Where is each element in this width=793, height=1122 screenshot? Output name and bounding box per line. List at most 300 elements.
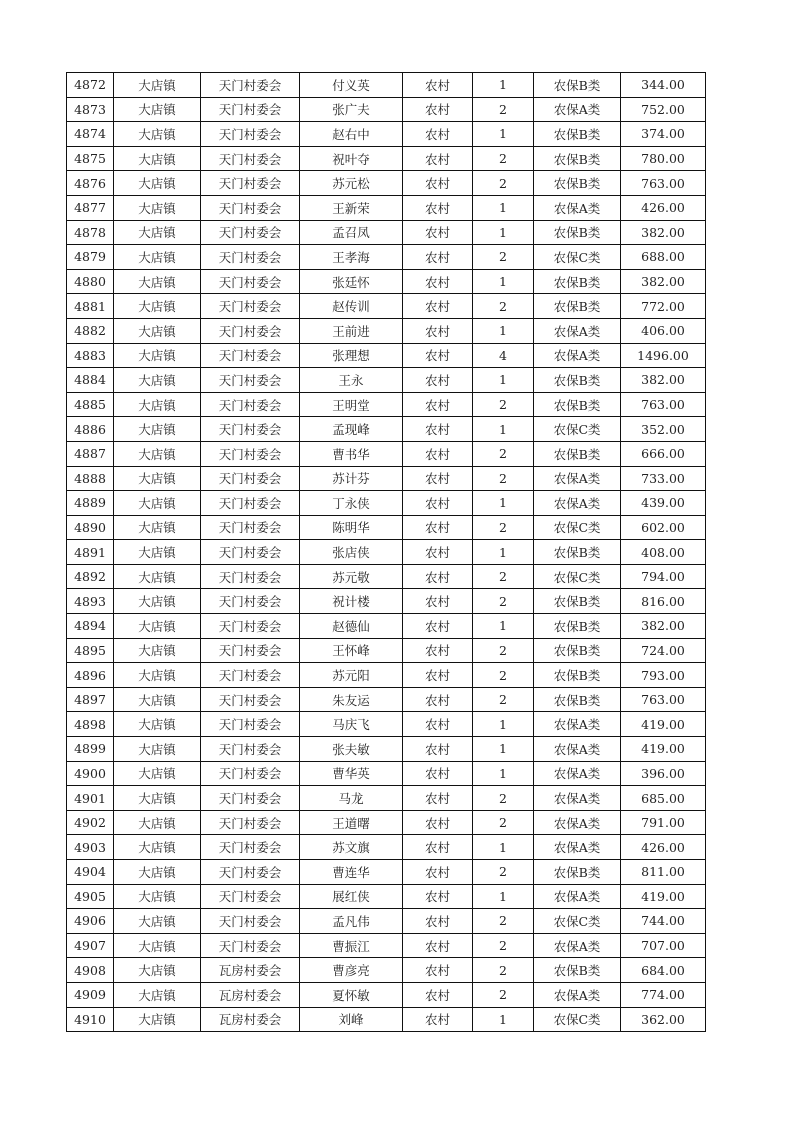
- table-row: [67, 564, 706, 589]
- cell-name: 马龙: [300, 786, 403, 811]
- cell-household-type: 农村: [403, 564, 473, 589]
- cell-household-type: 农村: [403, 810, 473, 835]
- cell-row-number: 4904: [67, 860, 114, 885]
- cell-household-type: 农村: [403, 761, 473, 786]
- table-row: [67, 245, 706, 270]
- cell-town: 大店镇: [114, 786, 201, 811]
- table-row: [67, 884, 706, 909]
- cell-amount: 419.00: [621, 737, 706, 762]
- cell-row-number: 4881: [67, 294, 114, 319]
- cell-person-count: 2: [473, 515, 534, 540]
- cell-name: 曹连华: [300, 860, 403, 885]
- cell-person-count: 2: [473, 810, 534, 835]
- cell-village-committee: 天门村委会: [201, 171, 300, 196]
- cell-town: 大店镇: [114, 73, 201, 98]
- cell-amount: 811.00: [621, 860, 706, 885]
- cell-person-count: 2: [473, 982, 534, 1007]
- cell-name: 王道曙: [300, 810, 403, 835]
- cell-village-committee: 瓦房村委会: [201, 982, 300, 1007]
- table-row: [67, 638, 706, 663]
- cell-insurance-class: 农保A类: [534, 982, 621, 1007]
- cell-village-committee: 天门村委会: [201, 786, 300, 811]
- table-row: [67, 220, 706, 245]
- table-row: [67, 687, 706, 712]
- cell-town: 大店镇: [114, 663, 201, 688]
- cell-town: 大店镇: [114, 343, 201, 368]
- cell-amount: 408.00: [621, 540, 706, 565]
- cell-name: 朱友运: [300, 687, 403, 712]
- cell-insurance-class: 农保C类: [534, 564, 621, 589]
- cell-household-type: 农村: [403, 318, 473, 343]
- cell-amount: 763.00: [621, 687, 706, 712]
- cell-village-committee: 天门村委会: [201, 663, 300, 688]
- cell-village-committee: 天门村委会: [201, 614, 300, 639]
- cell-person-count: 2: [473, 564, 534, 589]
- table-row: [67, 958, 706, 983]
- cell-name: 张夫敏: [300, 737, 403, 762]
- table-row: [67, 417, 706, 442]
- cell-name: 孟召凤: [300, 220, 403, 245]
- cell-amount: 439.00: [621, 491, 706, 516]
- table-row: [67, 982, 706, 1007]
- cell-village-committee: 天门村委会: [201, 540, 300, 565]
- table-row: [67, 810, 706, 835]
- cell-household-type: 农村: [403, 737, 473, 762]
- cell-person-count: 1: [473, 73, 534, 98]
- cell-household-type: 农村: [403, 368, 473, 393]
- cell-household-type: 农村: [403, 540, 473, 565]
- cell-amount: 688.00: [621, 245, 706, 270]
- cell-name: 曹书华: [300, 441, 403, 466]
- cell-amount: 763.00: [621, 392, 706, 417]
- cell-town: 大店镇: [114, 515, 201, 540]
- cell-insurance-class: 农保A类: [534, 786, 621, 811]
- cell-household-type: 农村: [403, 933, 473, 958]
- cell-village-committee: 天门村委会: [201, 933, 300, 958]
- cell-person-count: 2: [473, 466, 534, 491]
- cell-town: 大店镇: [114, 638, 201, 663]
- table-row: [67, 97, 706, 122]
- cell-person-count: 1: [473, 737, 534, 762]
- cell-amount: 794.00: [621, 564, 706, 589]
- cell-row-number: 4903: [67, 835, 114, 860]
- cell-row-number: 4889: [67, 491, 114, 516]
- cell-insurance-class: 农保B类: [534, 171, 621, 196]
- cell-person-count: 2: [473, 933, 534, 958]
- cell-insurance-class: 农保B类: [534, 220, 621, 245]
- cell-household-type: 农村: [403, 146, 473, 171]
- cell-name: 苏元阳: [300, 663, 403, 688]
- cell-insurance-class: 农保C类: [534, 1007, 621, 1032]
- cell-row-number: 4873: [67, 97, 114, 122]
- cell-town: 大店镇: [114, 614, 201, 639]
- cell-name: 赵右中: [300, 122, 403, 147]
- cell-town: 大店镇: [114, 835, 201, 860]
- cell-amount: 780.00: [621, 146, 706, 171]
- cell-person-count: 4: [473, 343, 534, 368]
- cell-row-number: 4883: [67, 343, 114, 368]
- table-row: [67, 1007, 706, 1032]
- cell-person-count: 1: [473, 368, 534, 393]
- table-row: [67, 195, 706, 220]
- cell-amount: 763.00: [621, 171, 706, 196]
- cell-row-number: 4910: [67, 1007, 114, 1032]
- cell-row-number: 4908: [67, 958, 114, 983]
- table-row: [67, 294, 706, 319]
- cell-person-count: 2: [473, 958, 534, 983]
- cell-insurance-class: 农保A类: [534, 835, 621, 860]
- cell-amount: 352.00: [621, 417, 706, 442]
- table-row: [67, 343, 706, 368]
- cell-insurance-class: 农保C类: [534, 515, 621, 540]
- cell-insurance-class: 农保A类: [534, 761, 621, 786]
- cell-village-committee: 天门村委会: [201, 515, 300, 540]
- cell-insurance-class: 农保A类: [534, 97, 621, 122]
- cell-town: 大店镇: [114, 810, 201, 835]
- cell-village-committee: 天门村委会: [201, 343, 300, 368]
- table-row: [67, 933, 706, 958]
- table-row: [67, 835, 706, 860]
- cell-village-committee: 天门村委会: [201, 466, 300, 491]
- table-row: [67, 786, 706, 811]
- cell-household-type: 农村: [403, 884, 473, 909]
- cell-village-committee: 天门村委会: [201, 392, 300, 417]
- cell-insurance-class: 农保A类: [534, 712, 621, 737]
- cell-village-committee: 瓦房村委会: [201, 1007, 300, 1032]
- table-row: [67, 318, 706, 343]
- cell-row-number: 4900: [67, 761, 114, 786]
- cell-person-count: 1: [473, 122, 534, 147]
- cell-town: 大店镇: [114, 933, 201, 958]
- cell-insurance-class: 农保B类: [534, 958, 621, 983]
- cell-village-committee: 天门村委会: [201, 860, 300, 885]
- cell-person-count: 2: [473, 860, 534, 885]
- cell-household-type: 农村: [403, 466, 473, 491]
- cell-name: 王孝海: [300, 245, 403, 270]
- cell-amount: 684.00: [621, 958, 706, 983]
- cell-village-committee: 天门村委会: [201, 638, 300, 663]
- cell-amount: 791.00: [621, 810, 706, 835]
- cell-town: 大店镇: [114, 146, 201, 171]
- cell-row-number: 4874: [67, 122, 114, 147]
- cell-household-type: 农村: [403, 269, 473, 294]
- cell-name: 夏怀敏: [300, 982, 403, 1007]
- cell-village-committee: 天门村委会: [201, 712, 300, 737]
- cell-row-number: 4898: [67, 712, 114, 737]
- cell-town: 大店镇: [114, 392, 201, 417]
- cell-person-count: 1: [473, 491, 534, 516]
- cell-household-type: 农村: [403, 638, 473, 663]
- cell-town: 大店镇: [114, 761, 201, 786]
- cell-name: 曹华英: [300, 761, 403, 786]
- cell-town: 大店镇: [114, 466, 201, 491]
- cell-person-count: 2: [473, 392, 534, 417]
- cell-row-number: 4907: [67, 933, 114, 958]
- cell-insurance-class: 农保B类: [534, 294, 621, 319]
- cell-household-type: 农村: [403, 786, 473, 811]
- cell-person-count: 2: [473, 687, 534, 712]
- cell-row-number: 4875: [67, 146, 114, 171]
- cell-amount: 733.00: [621, 466, 706, 491]
- cell-amount: 707.00: [621, 933, 706, 958]
- cell-name: 王怀峰: [300, 638, 403, 663]
- table-row: [67, 441, 706, 466]
- cell-row-number: 4906: [67, 909, 114, 934]
- cell-village-committee: 天门村委会: [201, 368, 300, 393]
- cell-row-number: 4894: [67, 614, 114, 639]
- cell-household-type: 农村: [403, 687, 473, 712]
- cell-insurance-class: 农保B类: [534, 122, 621, 147]
- cell-person-count: 1: [473, 540, 534, 565]
- cell-name: 展红侠: [300, 884, 403, 909]
- cell-village-committee: 天门村委会: [201, 491, 300, 516]
- table-row: [67, 392, 706, 417]
- cell-amount: 374.00: [621, 122, 706, 147]
- cell-town: 大店镇: [114, 958, 201, 983]
- cell-name: 王前进: [300, 318, 403, 343]
- cell-insurance-class: 农保B类: [534, 392, 621, 417]
- cell-village-committee: 天门村委会: [201, 687, 300, 712]
- cell-row-number: 4890: [67, 515, 114, 540]
- cell-household-type: 农村: [403, 171, 473, 196]
- cell-insurance-class: 农保C类: [534, 909, 621, 934]
- cell-name: 张理想: [300, 343, 403, 368]
- cell-row-number: 4887: [67, 441, 114, 466]
- cell-town: 大店镇: [114, 491, 201, 516]
- cell-insurance-class: 农保B类: [534, 589, 621, 614]
- cell-insurance-class: 农保A类: [534, 343, 621, 368]
- cell-insurance-class: 农保B类: [534, 687, 621, 712]
- table-row: [67, 737, 706, 762]
- cell-village-committee: 天门村委会: [201, 737, 300, 762]
- cell-town: 大店镇: [114, 122, 201, 147]
- cell-village-committee: 天门村委会: [201, 884, 300, 909]
- cell-household-type: 农村: [403, 860, 473, 885]
- cell-person-count: 2: [473, 638, 534, 663]
- cell-name: 苏元敬: [300, 564, 403, 589]
- cell-insurance-class: 农保A类: [534, 737, 621, 762]
- cell-amount: 419.00: [621, 712, 706, 737]
- cell-village-committee: 天门村委会: [201, 220, 300, 245]
- table-row: [67, 146, 706, 171]
- cell-person-count: 2: [473, 245, 534, 270]
- table-row: [67, 712, 706, 737]
- table-body: [67, 73, 706, 1032]
- cell-household-type: 农村: [403, 515, 473, 540]
- cell-household-type: 农村: [403, 245, 473, 270]
- cell-person-count: 2: [473, 909, 534, 934]
- cell-household-type: 农村: [403, 589, 473, 614]
- cell-row-number: 4891: [67, 540, 114, 565]
- cell-person-count: 1: [473, 884, 534, 909]
- cell-name: 刘峰: [300, 1007, 403, 1032]
- cell-amount: 382.00: [621, 220, 706, 245]
- table-row: [67, 171, 706, 196]
- cell-village-committee: 天门村委会: [201, 441, 300, 466]
- cell-name: 王永: [300, 368, 403, 393]
- cell-town: 大店镇: [114, 687, 201, 712]
- cell-household-type: 农村: [403, 73, 473, 98]
- cell-village-committee: 天门村委会: [201, 294, 300, 319]
- cell-amount: 344.00: [621, 73, 706, 98]
- cell-household-type: 农村: [403, 835, 473, 860]
- cell-village-committee: 天门村委会: [201, 146, 300, 171]
- cell-row-number: 4892: [67, 564, 114, 589]
- cell-insurance-class: 农保A类: [534, 810, 621, 835]
- cell-person-count: 1: [473, 269, 534, 294]
- cell-village-committee: 天门村委会: [201, 810, 300, 835]
- cell-insurance-class: 农保B类: [534, 614, 621, 639]
- table-row: [67, 368, 706, 393]
- cell-town: 大店镇: [114, 97, 201, 122]
- cell-amount: 772.00: [621, 294, 706, 319]
- table-row: [67, 269, 706, 294]
- cell-household-type: 农村: [403, 392, 473, 417]
- table-row: [67, 860, 706, 885]
- cell-name: 曹彦亮: [300, 958, 403, 983]
- cell-insurance-class: 农保B类: [534, 540, 621, 565]
- cell-insurance-class: 农保B类: [534, 146, 621, 171]
- cell-person-count: 1: [473, 614, 534, 639]
- cell-row-number: 4878: [67, 220, 114, 245]
- cell-town: 大店镇: [114, 294, 201, 319]
- cell-household-type: 农村: [403, 1007, 473, 1032]
- cell-village-committee: 瓦房村委会: [201, 958, 300, 983]
- document-page: [66, 72, 706, 1032]
- cell-amount: 406.00: [621, 318, 706, 343]
- cell-person-count: 2: [473, 294, 534, 319]
- cell-person-count: 2: [473, 589, 534, 614]
- cell-name: 孟凡伟: [300, 909, 403, 934]
- cell-insurance-class: 农保B类: [534, 441, 621, 466]
- cell-town: 大店镇: [114, 318, 201, 343]
- table-row: [67, 663, 706, 688]
- cell-household-type: 农村: [403, 122, 473, 147]
- cell-insurance-class: 农保B类: [534, 73, 621, 98]
- cell-name: 王新荣: [300, 195, 403, 220]
- cell-household-type: 农村: [403, 441, 473, 466]
- cell-amount: 1496.00: [621, 343, 706, 368]
- cell-amount: 793.00: [621, 663, 706, 688]
- cell-row-number: 4896: [67, 663, 114, 688]
- cell-village-committee: 天门村委会: [201, 761, 300, 786]
- cell-village-committee: 天门村委会: [201, 122, 300, 147]
- cell-town: 大店镇: [114, 245, 201, 270]
- cell-row-number: 4901: [67, 786, 114, 811]
- cell-name: 张店侠: [300, 540, 403, 565]
- table-row: [67, 466, 706, 491]
- cell-town: 大店镇: [114, 1007, 201, 1032]
- cell-row-number: 4885: [67, 392, 114, 417]
- cell-insurance-class: 农保B类: [534, 663, 621, 688]
- cell-row-number: 4880: [67, 269, 114, 294]
- cell-village-committee: 天门村委会: [201, 835, 300, 860]
- cell-row-number: 4909: [67, 982, 114, 1007]
- cell-person-count: 2: [473, 786, 534, 811]
- cell-amount: 724.00: [621, 638, 706, 663]
- cell-household-type: 农村: [403, 663, 473, 688]
- cell-person-count: 1: [473, 318, 534, 343]
- cell-insurance-class: 农保A类: [534, 491, 621, 516]
- cell-town: 大店镇: [114, 368, 201, 393]
- cell-person-count: 2: [473, 171, 534, 196]
- table-row: [67, 122, 706, 147]
- cell-row-number: 4879: [67, 245, 114, 270]
- cell-name: 孟现峰: [300, 417, 403, 442]
- cell-village-committee: 天门村委会: [201, 318, 300, 343]
- cell-person-count: 1: [473, 835, 534, 860]
- cell-amount: 666.00: [621, 441, 706, 466]
- cell-person-count: 1: [473, 761, 534, 786]
- cell-name: 丁永侠: [300, 491, 403, 516]
- cell-row-number: 4897: [67, 687, 114, 712]
- cell-row-number: 4895: [67, 638, 114, 663]
- cell-town: 大店镇: [114, 171, 201, 196]
- cell-amount: 602.00: [621, 515, 706, 540]
- cell-insurance-class: 农保C类: [534, 417, 621, 442]
- cell-name: 祝叶夺: [300, 146, 403, 171]
- cell-amount: 382.00: [621, 368, 706, 393]
- cell-town: 大店镇: [114, 589, 201, 614]
- cell-person-count: 2: [473, 663, 534, 688]
- cell-household-type: 农村: [403, 220, 473, 245]
- cell-insurance-class: 农保C类: [534, 245, 621, 270]
- cell-village-committee: 天门村委会: [201, 564, 300, 589]
- cell-town: 大店镇: [114, 220, 201, 245]
- cell-insurance-class: 农保B类: [534, 269, 621, 294]
- cell-name: 苏计芬: [300, 466, 403, 491]
- cell-town: 大店镇: [114, 909, 201, 934]
- cell-amount: 752.00: [621, 97, 706, 122]
- cell-person-count: 1: [473, 712, 534, 737]
- cell-amount: 419.00: [621, 884, 706, 909]
- cell-name: 祝计楼: [300, 589, 403, 614]
- cell-town: 大店镇: [114, 860, 201, 885]
- cell-name: 王明堂: [300, 392, 403, 417]
- cell-name: 陈明华: [300, 515, 403, 540]
- table-row: [67, 515, 706, 540]
- cell-amount: 685.00: [621, 786, 706, 811]
- cell-household-type: 农村: [403, 417, 473, 442]
- cell-village-committee: 天门村委会: [201, 73, 300, 98]
- cell-town: 大店镇: [114, 269, 201, 294]
- cell-insurance-class: 农保A类: [534, 466, 621, 491]
- cell-amount: 426.00: [621, 835, 706, 860]
- cell-row-number: 4884: [67, 368, 114, 393]
- cell-person-count: 1: [473, 417, 534, 442]
- cell-row-number: 4886: [67, 417, 114, 442]
- table-row: [67, 589, 706, 614]
- table-row: [67, 761, 706, 786]
- cell-village-committee: 天门村委会: [201, 97, 300, 122]
- table-row: [67, 540, 706, 565]
- cell-village-committee: 天门村委会: [201, 245, 300, 270]
- cell-town: 大店镇: [114, 737, 201, 762]
- cell-insurance-class: 农保B类: [534, 860, 621, 885]
- cell-amount: 426.00: [621, 195, 706, 220]
- cell-row-number: 4893: [67, 589, 114, 614]
- cell-row-number: 4872: [67, 73, 114, 98]
- cell-town: 大店镇: [114, 195, 201, 220]
- cell-amount: 744.00: [621, 909, 706, 934]
- cell-household-type: 农村: [403, 958, 473, 983]
- cell-household-type: 农村: [403, 294, 473, 319]
- cell-amount: 382.00: [621, 269, 706, 294]
- cell-row-number: 4905: [67, 884, 114, 909]
- cell-village-committee: 天门村委会: [201, 909, 300, 934]
- cell-row-number: 4899: [67, 737, 114, 762]
- cell-person-count: 1: [473, 195, 534, 220]
